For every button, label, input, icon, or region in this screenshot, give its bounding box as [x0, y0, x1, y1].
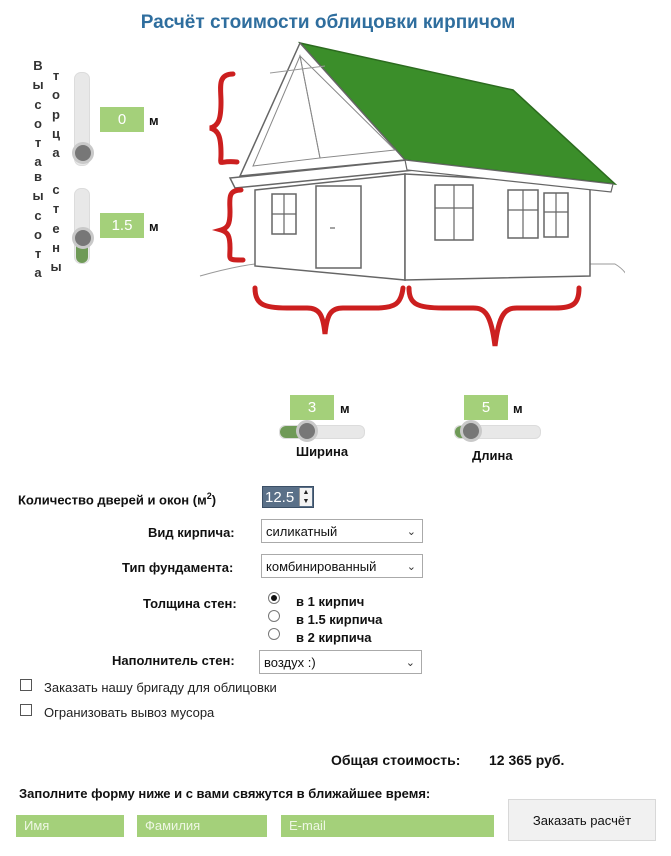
doors-windows-spinner[interactable] — [262, 486, 314, 508]
wall-height-slider-handle[interactable] — [72, 227, 94, 249]
total-label: Общая стоимость: — [331, 752, 461, 768]
thickness-option-1-5: в 1.5 кирпича — [296, 612, 383, 627]
filler-value: воздух :) — [264, 655, 316, 670]
thickness-option-1: в 1 кирпич — [296, 594, 365, 609]
brick-type-value: силикатный — [266, 524, 338, 539]
gable-height-unit: м — [149, 113, 159, 128]
thickness-option-2: в 2 кирпича — [296, 630, 372, 645]
foundation-label: Тип фундамента: — [122, 560, 234, 575]
spinner-icon[interactable]: ▲ ▼ — [299, 488, 312, 506]
width-caption: Ширина — [296, 444, 349, 459]
door-icon — [316, 186, 361, 268]
email-input[interactable]: E-mail — [281, 815, 494, 837]
foundation-select[interactable] — [261, 554, 423, 578]
width-unit: м — [340, 401, 350, 416]
order-team-label: Заказать нашу бригаду для облицовки — [44, 680, 277, 695]
house-illustration — [195, 38, 625, 356]
surname-input[interactable]: Фамилия — [137, 815, 267, 837]
wall-brace-icon — [221, 190, 243, 260]
width-brace-icon — [255, 288, 403, 334]
length-unit: м — [513, 401, 523, 416]
thickness-radio-1[interactable] — [268, 592, 280, 604]
chevron-down-icon: ⌄ — [406, 561, 416, 573]
gable-height-value: 0 — [100, 107, 144, 132]
thickness-radio-1-5[interactable] — [268, 610, 280, 622]
order-team-checkbox[interactable] — [20, 679, 32, 691]
order-calculation-button[interactable]: Заказать расчёт — [508, 799, 656, 841]
chevron-down-icon: ⌄ — [405, 657, 415, 669]
filler-label: Наполнитель стен: — [112, 653, 235, 668]
wall-height-slider-track[interactable] — [74, 188, 90, 264]
total-value: 12 365 руб. — [489, 752, 565, 768]
width-value: 3 — [290, 395, 334, 420]
wall-height-value: 1.5 — [100, 213, 144, 238]
length-caption: Длина — [472, 448, 513, 463]
thickness-radio-2[interactable] — [268, 628, 280, 640]
doors-windows-label: Количество дверей и окон $(м^2)$ — [18, 491, 217, 508]
chevron-down-icon: ⌄ — [406, 526, 416, 538]
trash-removal-label: Огранизовать вывоз мусора — [44, 705, 215, 720]
name-input[interactable]: Имя — [16, 815, 124, 837]
label-height-gable-col2: т о р ц а — [52, 68, 60, 161]
thickness-label: Толщина стен: — [143, 596, 237, 611]
label-height-gable-col1: В ы с о т а — [32, 58, 44, 170]
contact-prompt: Заполните форму ниже и с вами свяжутся в ближайшее время: — [19, 786, 431, 801]
brick-type-label: Вид кирпича: — [148, 525, 235, 540]
gable-height-slider-handle[interactable] — [72, 142, 94, 164]
page-title: Расчёт стоимости облицовки кирпичом — [140, 12, 516, 33]
doors-windows-value: 12.5 — [265, 489, 295, 506]
brick-type-select[interactable] — [261, 519, 423, 543]
foundation-value: комбинированный — [266, 559, 377, 574]
width-slider-track[interactable] — [279, 425, 365, 439]
length-brace-icon — [409, 288, 579, 346]
gable-brace-icon — [210, 74, 237, 163]
wall-height-unit: м — [149, 219, 159, 234]
label-height-wall-col1: в ы с о т а — [32, 169, 44, 281]
trash-removal-checkbox[interactable] — [20, 704, 32, 716]
filler-select[interactable] — [259, 650, 422, 674]
length-value: 5 — [464, 395, 508, 420]
label-height-wall-col2: с т е н ы — [50, 182, 62, 275]
